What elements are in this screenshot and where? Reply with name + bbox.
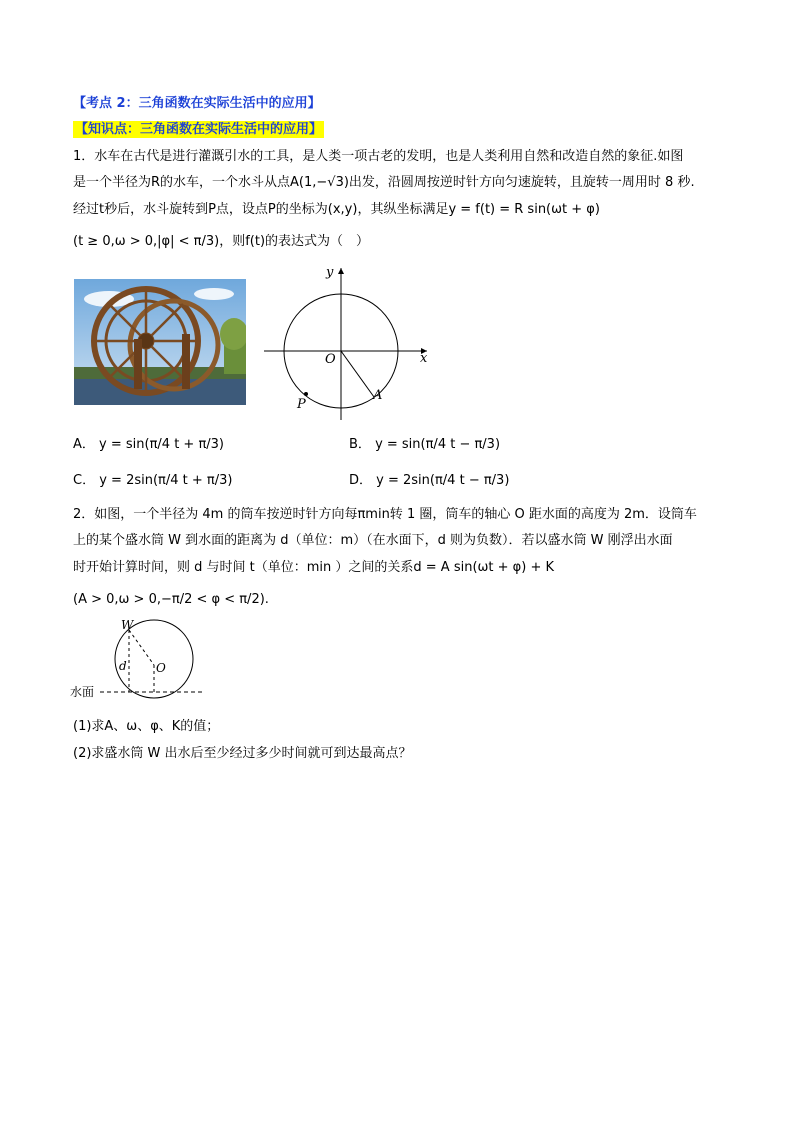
section-title: 【考点 2：三角函数在实际生活中的应用】 xyxy=(73,96,321,111)
d-label: d xyxy=(119,659,127,673)
option-a-expr: y = sin(π/4 t + π/3) xyxy=(99,437,225,452)
q1-line1: 1．水车在古代是进行灌溉引水的工具，是人类一项古老的发明，也是人类利用自然和改造自然的象征.如图 xyxy=(73,149,684,164)
radius-ow xyxy=(129,630,154,665)
q1-line4: (t ≥ 0,ω > 0,|φ| < π/3)，则f(t)的表达式为（ ） xyxy=(73,234,370,249)
w-label: W xyxy=(121,618,134,632)
q2-sub2: (2)求盛水筒 W 出水后至少经过多少时间就可到达最高点？ xyxy=(73,746,412,761)
q2-wheel-diagram xyxy=(70,616,210,702)
option-a-label: A． xyxy=(73,437,95,452)
water-label: 水面 xyxy=(70,685,95,699)
option-d[interactable] xyxy=(349,472,509,490)
option-b-expr: y = sin(π/4 t − π/3) xyxy=(375,437,501,452)
option-b-label: B． xyxy=(349,437,371,452)
origin-label: O xyxy=(325,352,336,367)
knowledge-point-label: 【知识点：三角函数在实际生活中的应用】 xyxy=(75,122,323,137)
q2-sub1: (1)求A、ω、φ、K的值； xyxy=(73,719,220,734)
x-axis-label: x xyxy=(420,351,428,366)
option-c-label: C． xyxy=(73,473,96,488)
option-b[interactable] xyxy=(349,436,500,454)
q2-line2: 上的某个盛水筒 W 到水面的距离为 d（单位：m）（在水面下，d 则为负数）．若以盛水筒 W 刚浮出水面 xyxy=(73,533,673,548)
y-axis-label: y xyxy=(326,265,334,280)
water-wheel-illustration xyxy=(74,279,246,405)
q1-line3: 经过t秒后，水斗旋转到P点，设点P的坐标为(x,y)，其纵坐标满足y = f(t) = R sin(ωt + φ) xyxy=(73,202,600,217)
point-p xyxy=(304,392,308,396)
q1-coordinate-diagram xyxy=(262,262,442,422)
point-a-label: A xyxy=(373,388,383,403)
q2-line3: 时开始计算时间，则 d 与时间 t（单位：min ）之间的关系d = A sin(ωt + φ) + K xyxy=(73,560,554,575)
option-d-label: D． xyxy=(349,473,373,488)
water-wheel-photo xyxy=(74,279,246,405)
q1-line2: 是一个半径为R的水车，一个水斗从点A(1,−√3)出发，沿圆周按逆时针方向匀速旋转，且旋转一周用时 8 秒. xyxy=(73,175,695,190)
option-c-expr: y = 2sin(π/4 t + π/3) xyxy=(99,473,233,488)
q2-line1: 2．如图，一个半径为 4m 的筒车按逆时针方向每πmin转 1 圈，筒车的轴心 O 距水面的高度为 2m．设筒车 xyxy=(73,507,697,522)
radius-oa xyxy=(341,351,374,397)
option-d-expr: y = 2sin(π/4 t − π/3) xyxy=(376,473,510,488)
point-p-label: P xyxy=(297,397,306,412)
option-a[interactable] xyxy=(73,436,224,454)
q2-line4: (A > 0,ω > 0,−π/2 < φ < π/2). xyxy=(73,592,269,607)
o-label: O xyxy=(156,661,166,675)
option-c[interactable] xyxy=(73,472,232,490)
